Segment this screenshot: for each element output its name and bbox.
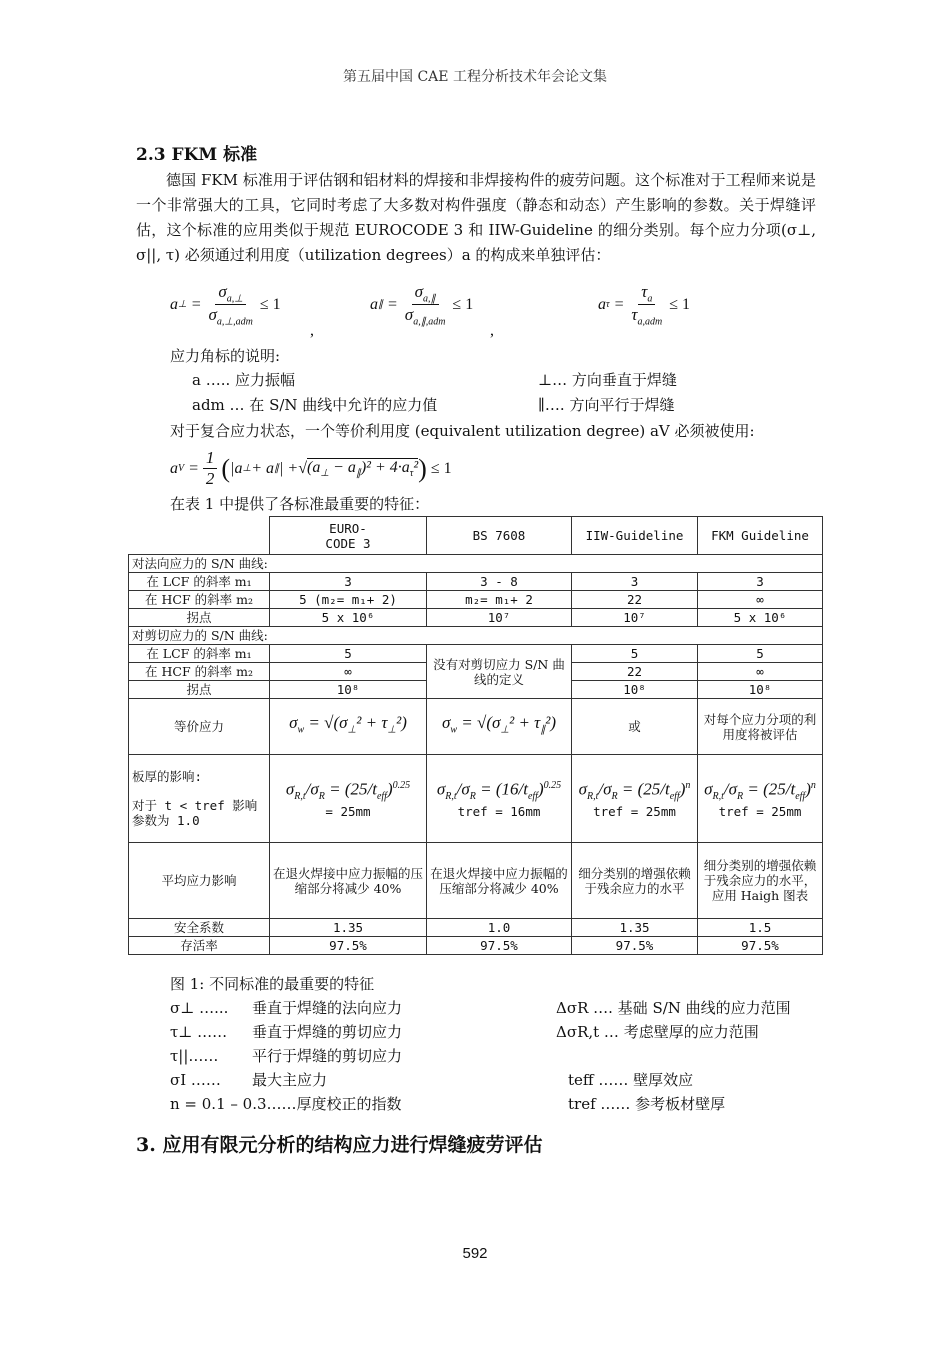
legend-row [170, 1092, 830, 1116]
thickness-iiw: $\sigma_{R,t}/\sigma_R = (25/t_{eff})^n$ tref = 25mm [572, 755, 698, 843]
legend-row [170, 1044, 830, 1068]
cell: 1.5 [698, 919, 823, 937]
header-eurocode: EURO- CODE 3 [270, 517, 427, 555]
equiv-formula-bs: $\sigma_w = √(\sigma_\perp^2 + \tau_\parallel^2)$ [427, 699, 572, 755]
thickness-label: 板厚的影响: [132, 769, 203, 784]
comma: , [490, 322, 494, 339]
cell: 细分类别的增强依赖于残余应力的水平 [572, 843, 698, 919]
row-label: 在 HCF 的斜率 m₂ [129, 591, 270, 609]
equiv-sentence: 对于复合应力状态，一个等价利用度 (equivalent utilization degree) aV 必须被使用: [170, 422, 755, 440]
legend-row [170, 996, 830, 1020]
intro-paragraph [136, 168, 816, 268]
index-item-right: ∥…. 方向平行于焊缝 [538, 396, 675, 414]
standards-table [128, 516, 823, 955]
cell: ∞ [270, 663, 427, 681]
legend-right: ΔσR,t … 考虑壁厚的应力范围 [556, 1023, 759, 1041]
bs-shear-note: 没有对剪切应力 S/N 曲线的定义 [427, 645, 572, 699]
index-item-left: a ….. 应力振幅 [192, 371, 296, 389]
legend-desc: 最大主应力 [252, 1071, 328, 1089]
legend-desc: 垂直于焊缝的法向应力 [252, 999, 403, 1017]
table-intro: 在表 1 中提供了各标准最重要的特征： [170, 495, 430, 513]
thickness-ec3: $\sigma_{R,t}/\sigma_R = (25/t_{eff})^{0.25}$ = 25mm [270, 755, 427, 843]
cell: 1.0 [427, 919, 572, 937]
tref-value: tref = 25mm [718, 804, 802, 820]
cell: 97.5% [698, 937, 823, 955]
comma: , [310, 322, 314, 339]
header-bs7608: BS 7608 [427, 517, 572, 555]
tref-value: tref = 16mm [457, 804, 541, 820]
cell: m₂= m₁+ 2 [427, 591, 572, 609]
row-label: 拐点 [129, 681, 270, 699]
thickness-sub: 对于 t < tref 影响参数为 1.0 [132, 798, 258, 828]
cell: 10⁸ [270, 681, 427, 699]
section3-title: 3. 应用有限元分析的结构应力进行焊缝疲劳评估 [136, 1134, 543, 1156]
cell: 10⁷ [572, 609, 698, 627]
cell: 97.5% [427, 937, 572, 955]
cell: 10⁸ [698, 681, 823, 699]
cell: 在退火焊接中应力振幅的压缩部分将减少 40% [270, 843, 427, 919]
section-title: 2.3 FKM 标准 [136, 145, 258, 165]
legend-row [170, 1068, 830, 1092]
table-row [129, 591, 823, 609]
legend-desc: 垂直于焊缝的剪切应力 [252, 1023, 403, 1041]
row-label: 存活率 [129, 937, 270, 955]
eq-a-tau: a τ = $\frac{\tau_a}{\tau_{a,adm}}$ ≤ 1 [598, 282, 690, 328]
header-fkm: FKM Guideline [698, 517, 823, 555]
cell: 22 [572, 591, 698, 609]
table-row [129, 645, 823, 663]
legend-symbol: τ⊥ …… [170, 1023, 228, 1041]
row-label: 安全系数 [129, 919, 270, 937]
cell: 5 (m₂= m₁+ 2) [270, 591, 427, 609]
cell: 1.35 [572, 919, 698, 937]
cell: 细分类别的增强依赖于残余应力的水平，应用 Haigh 图表 [698, 843, 823, 919]
eq-a-perp: a ⊥ = $\frac{\sigma_{a,\perp}}{\sigma_{a,\perp,adm}}$ ≤ 1 [170, 282, 281, 328]
legend-desc: 平行于焊缝的剪切应力 [252, 1047, 403, 1065]
intro-text: 德国 FKM 标准用于评估钢和铝材料的焊接和非焊接构件的疲劳问题。这个标准对于工程师来说是一个非常强大的工具，它同时考虑了大多数对构件强度（静态和动态）产生影响的参数。关于焊缝评估，这个标准的应用类似于规范 EUROCODE 3 和 IIW-Guideline 的细分类别。每个应力分项(σ⊥, σ||, τ) 必须通过利用度（utilization degrees）a 的构成来单独评估： [136, 171, 816, 264]
cell: 22 [572, 663, 698, 681]
cell: 97.5% [270, 937, 427, 955]
group-normal: 对法向应力的 S/N 曲线: [129, 555, 823, 573]
cell: 97.5% [572, 937, 698, 955]
cell: 10⁷ [427, 609, 572, 627]
table-row-thickness [129, 755, 823, 843]
table-row [129, 609, 823, 627]
page-number: 592 [462, 1245, 488, 1262]
thickness-label-cell [129, 755, 270, 843]
cell: 5 [698, 645, 823, 663]
table-row [129, 573, 823, 591]
table-header-row [129, 517, 823, 555]
utilization-equations [170, 282, 820, 339]
table-row [129, 919, 823, 937]
legend-symbol: σ⊥ …... [170, 999, 229, 1017]
eq-equivalent: a V = $\frac{1}{2}$ ( |a ⊥ + a ∥ | + √ $(a_\perp - a_\parallel)^2 + 4\cdot a_\tau^2$ ) ≤ 1 [170, 448, 452, 488]
tref-value: tref = 25mm [593, 804, 676, 820]
index-heading: 应力角标的说明: [170, 347, 281, 365]
table-row [129, 937, 823, 955]
cell: 1.35 [270, 919, 427, 937]
group-shear: 对剪切应力的 S/N 曲线: [129, 627, 823, 645]
cell: 10⁸ [572, 681, 698, 699]
cell: 5 x 10⁶ [698, 609, 823, 627]
equiv-formula-ec3: $\sigma_w = √(\sigma_\perp^2 + \tau_\perp^2)$ [270, 699, 427, 755]
legend-row [170, 1020, 830, 1044]
row-label: 平均应力影响 [129, 843, 270, 919]
symbol-legend [170, 996, 830, 1116]
thickness-bs: $\sigma_{R,t}/\sigma_R = (16/t_{eff})^{0.25}$ tref = 16mm [427, 755, 572, 843]
equiv-iiw: 或 [572, 699, 698, 755]
cell: ∞ [698, 591, 823, 609]
legend-symbol: τ||…… [170, 1047, 219, 1065]
cell: 在退火焊接中应力振幅的压缩部分将减少 40% [427, 843, 572, 919]
row-label: 拐点 [129, 609, 270, 627]
cell: 3 [270, 573, 427, 591]
table-row-mean [129, 843, 823, 919]
cell: 3 [698, 573, 823, 591]
index-item-left: adm … 在 S/N 曲线中允许的应力值 [192, 396, 438, 414]
cell: 5 [270, 645, 427, 663]
tref-value: = 25mm [325, 804, 371, 820]
table-row-equiv [129, 699, 823, 755]
eq-a-par: a ∥ = $\frac{\sigma_{a,\parallel}}{\sigma_{a,\parallel,adm}}$ ≤ 1 [370, 282, 474, 328]
cell: ∞ [698, 663, 823, 681]
running-header: 第五届中国 CAE 工程分析技术年会论文集 [343, 69, 607, 85]
row-label: 在 LCF 的斜率 m₁ [129, 573, 270, 591]
row-label: 在 HCF 的斜率 m₂ [129, 663, 270, 681]
legend-right: ΔσR …. 基础 S/N 曲线的应力范围 [556, 999, 791, 1017]
equiv-fkm: 对每个应力分项的利用度将被评估 [698, 699, 823, 755]
legend-symbol: n = 0.1 – 0.3……厚度校正的指数 [170, 1095, 402, 1113]
legend-right: tref …… 参考板材壁厚 [568, 1095, 726, 1113]
cell: 5 x 10⁶ [270, 609, 427, 627]
cell: 5 [572, 645, 698, 663]
legend-symbol: σI …… [170, 1071, 221, 1089]
legend-right: teff …… 壁厚效应 [568, 1071, 694, 1089]
header-iiw: IIW-Guideline [572, 517, 698, 555]
cell: 3 [572, 573, 698, 591]
cell: 3 - 8 [427, 573, 572, 591]
thickness-fkm: $\sigma_{R,t}/\sigma_R = (25/t_{eff})^n$ tref = 25mm [698, 755, 823, 843]
row-label: 在 LCF 的斜率 m₁ [129, 645, 270, 663]
row-label: 等价应力 [129, 699, 270, 755]
figure-caption: 图 1: 不同标准的最重要的特征 [170, 975, 375, 993]
index-item-right: ⊥… 方向垂直于焊缝 [538, 371, 677, 389]
